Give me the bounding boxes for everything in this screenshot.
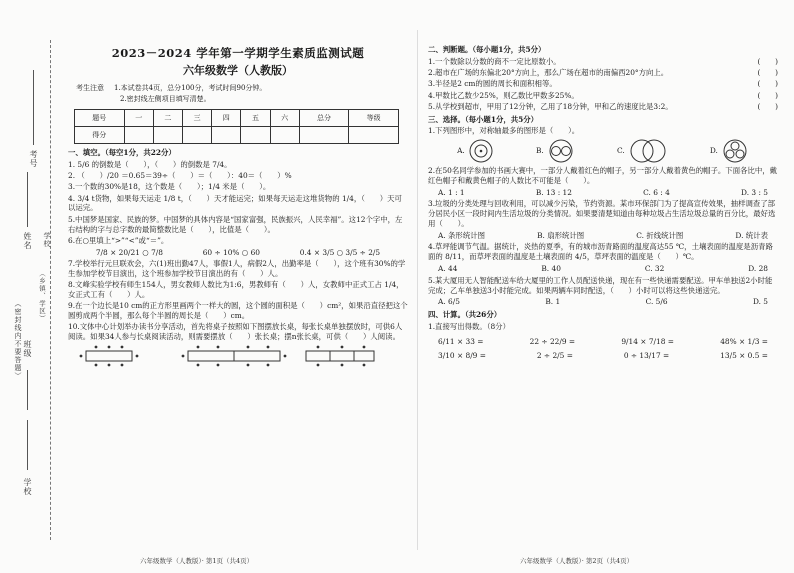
notice [76,84,408,104]
score-header-cell: 等级 [349,110,399,127]
choice-2: 2.在50名同学参加的书画大赛中，一部分人戴着红色的帽子，另一部分人戴着黄色的帽子。下面各比中，戴红色帽子和戴黄色帽子的人数比不可能是（ ）。 [428,166,778,185]
score-cell[interactable] [212,127,241,144]
footer-left: 六年级数学（人教版）· 第1页（共4页） [140,557,254,565]
compare-item: 7/8 × 20/21 ○ 7/8 [95,247,163,257]
question-1-8: 8.文峰实验学校有师生154人，男女教师人数比为1:6，男教师有（ ）人，女教师中正式工占 1/4，女正式工有（ ）人。 [68,280,404,300]
table-arrangement-figure [78,345,408,367]
calc-item: 22 ÷ 22/9 = [529,336,576,346]
choice-5: 5.某大厦用无人智能配送车给大厦里的工作人员配送快递，现在有一些快递需要配送。甲车单独送2小时能完成；乙车单独送3小时能完成。如果两辆车同时配送，（ ）小时可以将这些快递送完。 [428,275,773,295]
judge-text: 4.甲数比乙数少25%，则乙数比甲数多25%。 [428,90,579,100]
school-sub-label: （乡镇、学区） [38,270,46,323]
option[interactable]: D. 3 : 5 [741,187,768,197]
overlapping-circles-icon [628,138,668,164]
option[interactable]: C. 6 : 4 [643,187,670,197]
option[interactable]: C. 32 [644,264,665,274]
calc-row-2 [428,351,778,361]
option[interactable]: B. 13 : 12 [535,187,572,197]
section-3-heading: 三、选择。（每小题1分，共5分） [428,114,539,124]
option-d [710,138,749,164]
exam-subtitle: 六年级数学（人教版） [183,64,293,78]
class-line [27,370,28,410]
score-cell[interactable] [349,127,399,144]
judge-text: 3.半径是2 cm的圆的周长和面积相等。 [428,79,557,89]
score-cell[interactable] [153,127,182,144]
question-1-10: 10.文体中心计划举办读书分享活动，首先将桌子按照如下图摆放长桌，每张长桌单独摆放时，可供6人阅读。如果34人参与长桌阅读活动，则需要摆放（ ）张长桌；摆n张长桌，可供（ ）人阅读。 [68,322,403,342]
calc-subheading: 1.直接写出得数。（8分） [428,321,510,331]
option[interactable]: D. 28 [748,264,768,274]
score-row [75,127,399,144]
compare-row [68,248,408,258]
exam-no-line [33,70,34,145]
option[interactable]: C. 5/6 [645,297,668,307]
judge-item [428,102,778,112]
answer-paren[interactable]: ( ) [757,101,778,111]
score-header-cell: 总分 [299,110,349,127]
answer-paren[interactable]: ( ) [757,68,778,78]
question-1-9: 9.在一个边长是10 cm的正方形里画两个一样大的圆，这个圆的面积是（ ）cm²，如果沿直径把这个圆剪成两个半圆，那么每个半圆的周长是（ ）cm。 [68,301,408,321]
compare-item: 0.4 × 3/5 ○ 3/5 ÷ 2/5 [299,247,381,257]
circle-with-inner-circles-icon [547,138,575,164]
option[interactable]: B. 扇形统计图 [537,230,585,240]
calc-item: 13/5 × 0.5 = [720,351,768,361]
section-2-heading: 二、判断题。（每小题1分，共5分） [428,45,546,54]
choice-3: 3.垃圾的分类处理与回收利用，可以减少污染，节约资源。某市环保部门为了提高宣传效果，抽样调查了部分居民小区一段时间内生活垃圾的分类情况。如果要清楚知道由每种垃圾占生活垃圾总量的百分比，最好选用（ ）。 [428,199,776,228]
choice-3-options [428,231,778,241]
page-one [68,46,408,367]
score-cell[interactable] [241,127,270,144]
judge-item [428,57,778,67]
option[interactable]: C. 折线统计图 [636,230,684,240]
score-cell[interactable] [124,127,153,144]
choice-1: 1.下列图形中，对称轴最多的图形是（ ）。 [428,126,580,136]
answer-paren[interactable]: ( ) [757,56,778,66]
score-cell[interactable] [270,127,299,144]
option-letter: A. [457,146,465,156]
compare-item: 60 ÷ 10% ○ 60 [202,247,261,257]
option[interactable]: A. 6/5 [438,297,460,307]
calc-item: 0 ÷ 13/17 = [623,351,670,361]
score-header-cell: 一 [124,110,153,127]
name-line [27,172,28,227]
option-b [536,138,575,164]
score-header-cell: 四 [212,110,241,127]
school-line [27,420,28,470]
choice-5-options [428,297,778,307]
notice-2: 2.密封线左侧项目填写清楚。 [120,94,211,103]
question-1-4: 4. 3/4 t货物，如果每天运走 1/8 t，（ ）天才能运完；如果每天运走这堆货物的 1/4，（ ）天可以运完。 [68,193,402,213]
calc-item: 48% × 1/3 = [720,336,768,346]
school-full-label: 学校 [43,232,51,248]
option[interactable]: D. 统计表 [735,230,768,240]
question-1-5: 5.中国梦是国家、民族的梦。中国梦的具体内容是“国家富强，民族振兴，人民幸福”。这12个字中，左右结构的字与总字数的最简整数比是（ ），比值是（ ）。 [68,214,403,234]
page-divider [417,30,418,550]
tables-diagram [78,345,378,367]
choice-4: 4.草坪能调节气温。据统计，炎热的夏季，有的城市沥青路面的温度高达55 ℃，土壤表面的温度是沥青路面的 8/11，而草坪表面的温度是土壤表面的 4/5，草坪表面的温度是（ ）℃。 [428,242,773,262]
score-row-label: 得分 [75,127,125,144]
choice-1-figures [428,138,778,164]
score-header-cell: 三 [182,110,211,127]
question-1-1: 1. 5/6 的倒数是（ ），（ ）的倒数是 7/4。 [68,159,232,169]
score-header-cell: 六 [270,110,299,127]
judge-item [428,91,778,101]
question-1-6: 6.在○里填上“>”“<”或“＝”。 [68,235,169,245]
name-label: 姓名 [23,232,32,250]
answer-paren[interactable]: ( ) [757,90,778,100]
score-table [74,109,399,144]
seal-note: （密封线内不要答题） [14,300,22,380]
notice-label: 考生注意 [76,83,104,92]
score-header-cell: 二 [153,110,182,127]
calc-item: 3/10 × 8/9 = [438,351,486,361]
notice-1: 1.本试卷共4页，总分100分，考试时间90分钟。 [114,83,267,92]
calc-item: 2 ÷ 2/5 = [536,351,573,361]
score-cell[interactable] [182,127,211,144]
section-4-heading: 四、计算。（共26分） [428,310,502,320]
judge-item [428,79,778,89]
option-a [457,138,494,164]
choice-4-options [428,264,778,274]
option[interactable]: A. 1 : 1 [438,187,465,197]
option[interactable]: D. 5 [752,297,768,307]
binding-strip [0,0,62,573]
seal-line [50,40,51,540]
question-1-3: 3.一个数的30%是18，这个数是（ ）；1/4 米是（ ）。 [68,182,271,192]
option[interactable]: B. 40 [541,264,561,274]
score-header-row [75,110,399,127]
score-header-cell: 题号 [75,110,125,127]
option-letter: C. [616,146,625,156]
judge-text: 5.从学校到超市，甲用了12分钟，乙用了18分钟，甲和乙的速度比是3:2。 [428,101,673,111]
class-label: 班级 [23,340,32,358]
judge-item [428,68,778,78]
score-header-cell: 五 [241,110,270,127]
option-letter: B. [535,146,544,156]
choice-2-options [428,188,778,198]
footer-right: 六年级数学（人教版）· 第2页（共4页） [520,557,634,565]
option-c [617,138,668,164]
question-1-7: 7.学校举行元旦联欢会，六(1)班出勤47人，事假1人，病假2人，出勤率是（ ），这个班有30%的学生参加学校节目演出，这个班参加学校节目演出的有（ ）人。 [68,259,406,279]
exam-title: 2023－2024 学年第一学期学生素质监测试题 [111,46,365,60]
option[interactable]: B. 1 [545,297,561,307]
calc-item: 6/11 × 33 = [438,336,484,346]
judge-text: 1.一个数除以分数的商不一定比原数小。 [428,56,561,66]
section-1-heading: 一、填空。（每空1分，共22分） [68,148,176,158]
triple-circles-icon [721,138,749,164]
page-two [428,42,778,366]
concentric-circles-icon [468,138,494,164]
question-1-2: 2. （ ）/20 ＝0.65＝39÷（ ）＝（ ）：40＝（ ）% [68,171,292,181]
answer-paren[interactable]: ( ) [757,79,778,89]
calc-item: 9/14 × 7/18 = [621,336,674,346]
score-cell[interactable] [299,127,349,144]
school-label: 学校 [23,478,32,496]
option[interactable]: A. 条形统计图 [438,230,485,240]
calc-row-1 [428,337,778,347]
judge-text: 2.超市在广场的东偏北20°方向上，那么广场在超市的南偏西20°方向上。 [428,68,669,78]
option[interactable]: A. 44 [438,264,458,274]
option-letter: D. [709,146,718,156]
exam-no-label: 考号 [29,150,38,168]
